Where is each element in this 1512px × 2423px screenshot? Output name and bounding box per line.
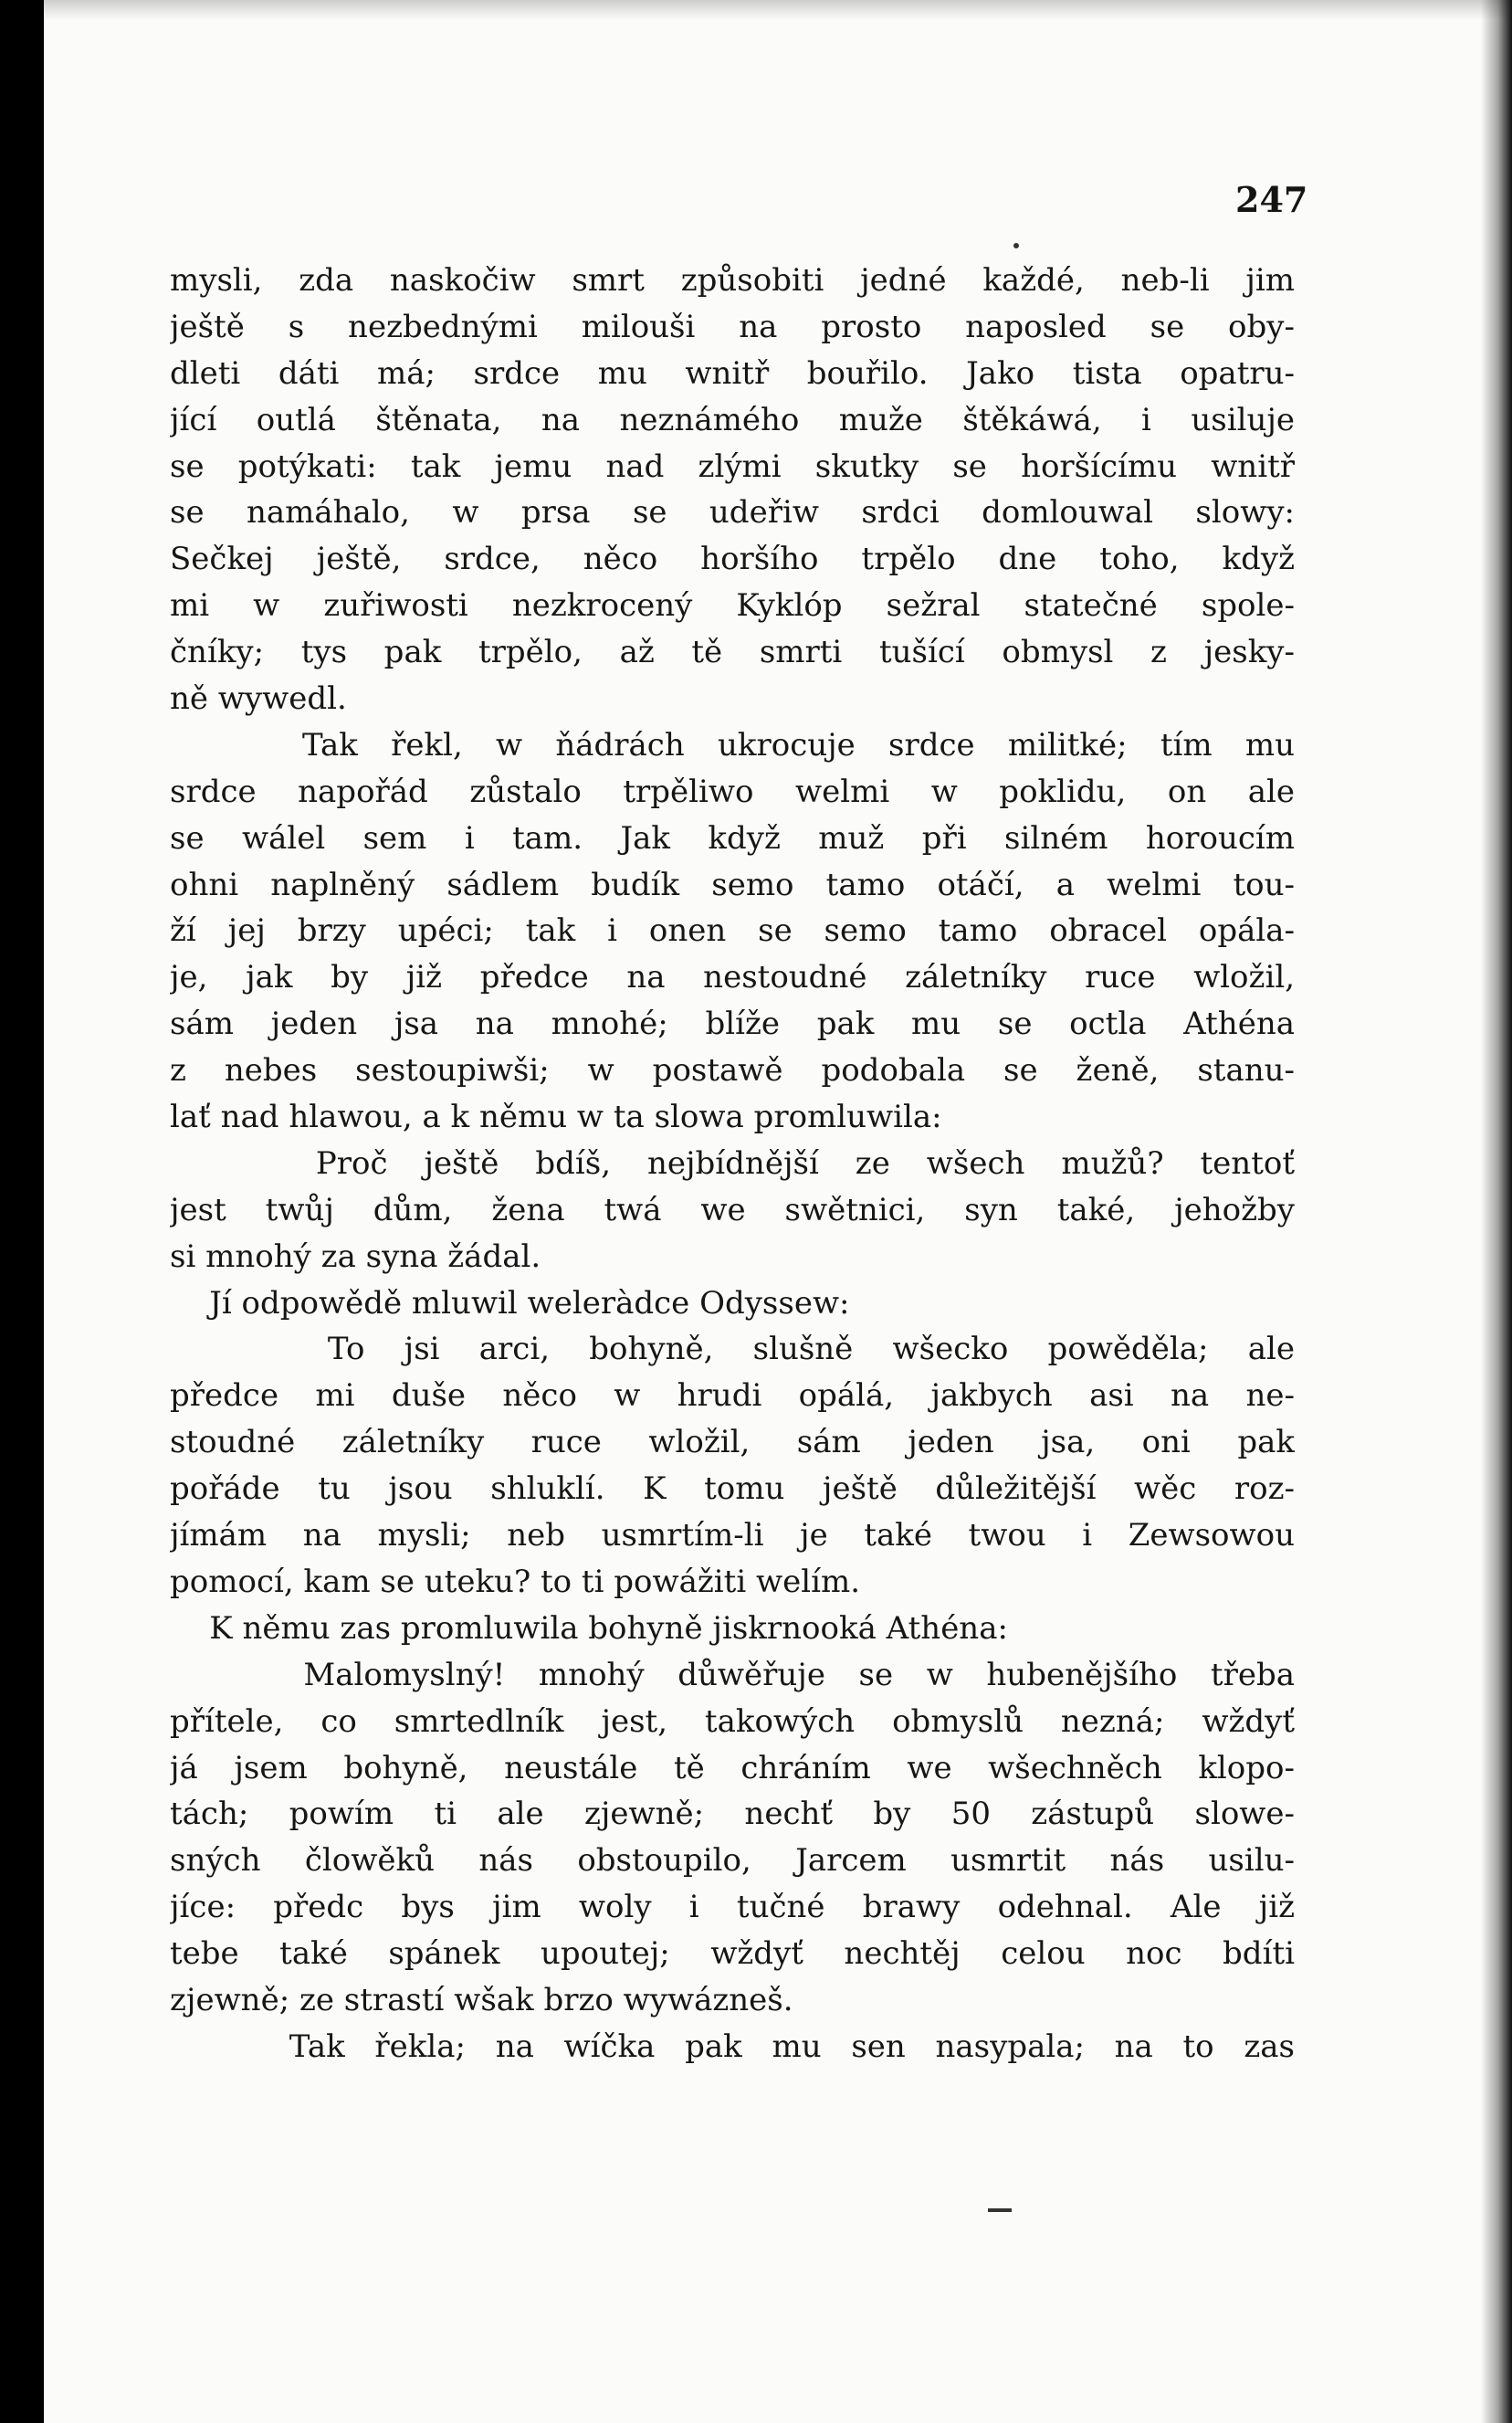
text-line: tebe také spánek upoutej; wždyť nechtěj celou noc bdíti bbox=[170, 1935, 1295, 1973]
text-line: jíce: předc bys jim woly i tučné brawy odehnal. Ale již bbox=[170, 1889, 1295, 1926]
text-line: sám jeden jsa na mnohé; blíže pak mu se octla Athéna bbox=[170, 1006, 1295, 1043]
text-line: ně wywedl. bbox=[170, 680, 347, 718]
text-line: já jsem bohyně, neustále tě chráním we wšechněch klopo- bbox=[170, 1749, 1295, 1786]
text-line: sných člowěků nás obstoupilo, Jarcem usmrtit nás usilu- bbox=[170, 1842, 1295, 1880]
text-line: Sečkej ještě, srdce, něco horšího trpělo dne toho, když bbox=[170, 541, 1295, 578]
ink-dash bbox=[988, 2208, 1012, 2212]
text-line: Proč ještě bdíš, nejbídnější ze wšech mužů? tentoť bbox=[170, 1144, 1295, 1182]
text-line: ohni naplněný sádlem budík semo tamo otáčí, a welmi tou- bbox=[170, 866, 1295, 903]
page-top-shadow bbox=[44, 0, 1512, 20]
text-line: jímám na mysli; neb usmrtím-li je také twou i Zewsowou bbox=[170, 1517, 1295, 1554]
text-line: je, jak by již předce na nestoudné záletníky ruce wložil, bbox=[170, 959, 1295, 996]
text-line: stoudné záletníky ruce wložil, sám jeden jsa, oni pak bbox=[170, 1424, 1295, 1461]
text-line: ží jej brzy upéci; tak i onen se semo tamo obracel opála- bbox=[170, 912, 1295, 950]
text-line: pořáde tu jsou shluklí. K tomu ještě důležitější wěc roz- bbox=[170, 1470, 1295, 1508]
text-line: Malomyslný! mnohý důwěřuje se w hubenějšího třeba bbox=[170, 1656, 1295, 1693]
book-page bbox=[44, 0, 1512, 2423]
text-line: se potýkati: tak jemu nad zlými skutky se horšícímu wnitř bbox=[170, 448, 1295, 485]
text-line: pomocí, kam se uteku? to ti powážiti welím. bbox=[170, 1563, 861, 1600]
text-line: tách; powím ti ale zjewně; nechť by 50 zástupů slowe- bbox=[170, 1796, 1295, 1833]
text-line: lať nad hlawou, a k němu w ta slowa promluwila: bbox=[170, 1099, 942, 1136]
text-line: jest twůj dům, žena twá we swětnici, syn také, jehožby bbox=[170, 1191, 1295, 1228]
text-line: dleti dáti má; srdce mu wnitř bouřilo. Jako tista opatru- bbox=[170, 354, 1295, 392]
text-line: si mnohý za syna žádal. bbox=[170, 1238, 541, 1275]
page-gutter-shadow bbox=[1481, 0, 1512, 2423]
text-line: Jí odpowědě mluwil weleràdce Odyssew: bbox=[170, 1284, 850, 1322]
text-line: se wálel sem i tam. Jak když muž při silném horoucím bbox=[170, 819, 1295, 857]
text-line: mi w zuřiwosti nezkrocený Kyklóp sežral statečné spole- bbox=[170, 587, 1295, 625]
text-line: Tak řekl, w ňádrách ukrocuje srdce militké; tím mu bbox=[170, 726, 1295, 764]
text-line: Tak řekla; na wíčka pak mu sen nasypala; na to zas bbox=[170, 2028, 1295, 2065]
text-line: se namáhalo, w prsa se udeřiw srdci domlouwal slowy: bbox=[170, 494, 1295, 532]
text-line: přítele, co smrtedlník jest, takowých obmyslů nezná; wždyť bbox=[170, 1702, 1295, 1740]
text-line: ještě s nezbednými milouši na prosto naposled se oby- bbox=[170, 308, 1295, 345]
text-line: předce mi duše něco w hrudi opálá, jakbych asi na ne- bbox=[170, 1377, 1295, 1415]
text-line: jící outlá štěnata, na neznámého muže štěkáwá, i usiluje bbox=[170, 401, 1295, 438]
body-text bbox=[170, 258, 1295, 2070]
ink-speck bbox=[1013, 243, 1019, 248]
text-line: srdce napořád zůstalo trpěliwo welmi w poklidu, on ale bbox=[170, 773, 1295, 810]
text-line: To jsi arci, bohyně, slušně wšecko powěděla; ale bbox=[170, 1331, 1295, 1368]
text-line: mysli, zda naskočiw smrt způsobiti jedné každé, neb-li jim bbox=[170, 262, 1295, 299]
text-line: čníky; tys pak trpělo, až tě smrti tušící obmysl z jesky- bbox=[170, 634, 1295, 671]
text-line: z nebes sestoupiwši; w postawě podobala se ženě, stanu- bbox=[170, 1052, 1295, 1090]
text-line: zjewně; ze strastí wšak brzo wywázneš. bbox=[170, 1981, 793, 2018]
text-line: K němu zas promluwila bohyně jiskrnooká Athéna: bbox=[170, 1609, 1008, 1647]
page-number: 247 bbox=[1235, 179, 1308, 220]
